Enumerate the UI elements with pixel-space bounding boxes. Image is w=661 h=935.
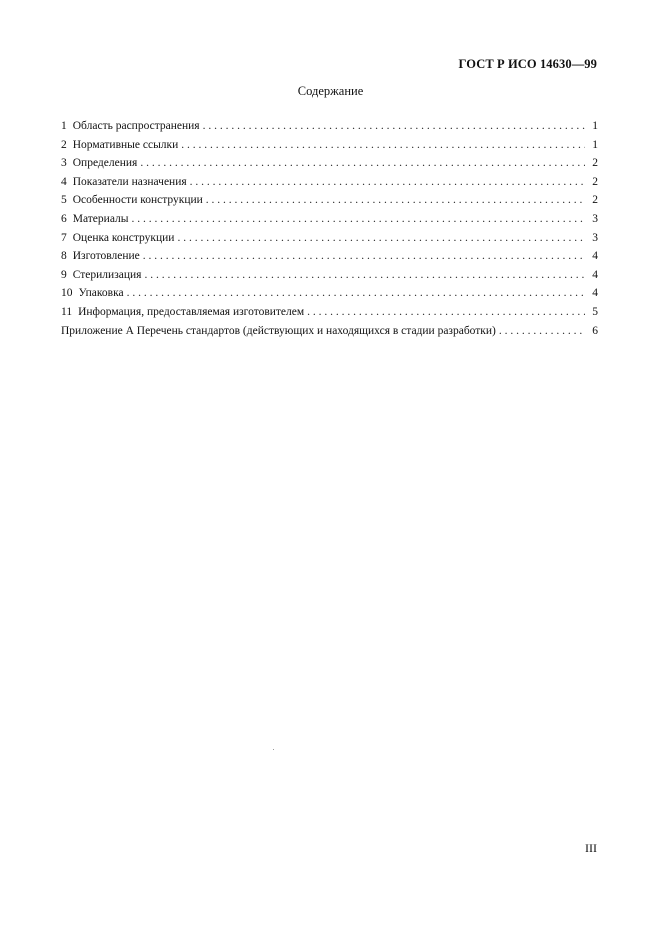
toc-entry-page: 3 (592, 212, 598, 225)
dot-leader (127, 284, 585, 303)
dot-leader (190, 173, 585, 192)
toc-entry-number: 5 (61, 194, 67, 207)
dot-leader (181, 136, 585, 155)
toc-entry-page: 1 (592, 120, 598, 132)
toc-entry[interactable] (61, 191, 598, 210)
toc-entry-number: 10 (61, 287, 73, 300)
toc-entry-label: Определения (72, 157, 138, 170)
toc-entry-appendix[interactable] (61, 322, 598, 341)
toc-entry-label: Материалы (72, 212, 129, 225)
toc-entry[interactable] (61, 266, 598, 285)
toc-entry-page: 2 (592, 194, 598, 207)
toc-entry-label: Приложение А Перечень стандартов (действующих и находящихся в стадии разработки) (61, 324, 496, 337)
toc-entry-label: Область распространения (72, 120, 200, 132)
toc-entry-page: 2 (592, 175, 598, 188)
toc-entry-label: Упаковка (78, 287, 124, 300)
standard-code: ГОСТ Р ИСО 14630—99 (458, 57, 597, 71)
dot-leader (143, 247, 585, 266)
toc-entry-label: Информация, предоставляемая изготовителем (78, 305, 305, 318)
toc-entry-number: 2 (61, 138, 67, 151)
toc-entry-label: Изготовление (72, 250, 140, 263)
toc-entry[interactable] (61, 303, 598, 322)
toc-entry-page: 1 (592, 138, 598, 151)
toc-entry-page: 4 (592, 250, 598, 263)
dot-leader (132, 210, 586, 229)
toc-entry[interactable] (61, 136, 598, 155)
toc-entry-number: 9 (61, 268, 67, 281)
toc-entry[interactable] (61, 154, 598, 173)
toc-entry-page: 6 (592, 324, 598, 337)
toc-entry-page: 2 (592, 157, 598, 170)
toc-entry-number: 11 (61, 305, 73, 318)
toc-entry-page: 4 (592, 287, 598, 300)
toc-entry-page: 5 (592, 305, 598, 318)
dot-leader (206, 191, 585, 210)
toc-entry-number: 1 (61, 120, 67, 132)
dot-leader (144, 266, 585, 285)
dot-leader (307, 303, 585, 322)
toc-entry[interactable] (61, 229, 598, 248)
toc-entry-number: 6 (61, 212, 67, 225)
toc-title: Содержание (297, 84, 364, 98)
toc-entry[interactable] (61, 247, 598, 266)
toc-entry[interactable] (61, 284, 598, 303)
toc-entry-page: 3 (592, 231, 598, 244)
toc-entry-label: Стерилизация (72, 268, 142, 281)
toc-entry[interactable] (61, 173, 598, 192)
table-of-contents (61, 117, 598, 340)
dot-leader (140, 154, 585, 173)
page-number: III (585, 841, 597, 855)
toc-entry-number: 8 (61, 250, 67, 263)
dot-leader (499, 322, 585, 341)
toc-entry-label: Оценка конструкции (72, 231, 175, 244)
dot-leader (203, 117, 585, 136)
toc-entry-label: Особенности конструкции (72, 194, 203, 207)
toc-entry-label: Показатели назначения (72, 175, 187, 188)
toc-entry[interactable] (61, 210, 598, 229)
toc-entry-number: 7 (61, 231, 67, 244)
toc-entry-label: Нормативные ссылки (72, 138, 179, 151)
toc-entry-page: 4 (592, 268, 598, 281)
scan-speck (273, 749, 274, 750)
toc-entry-number: 4 (61, 175, 67, 188)
dot-leader (177, 229, 585, 248)
toc-entry-number: 3 (61, 157, 67, 170)
toc-entry[interactable] (61, 117, 598, 136)
